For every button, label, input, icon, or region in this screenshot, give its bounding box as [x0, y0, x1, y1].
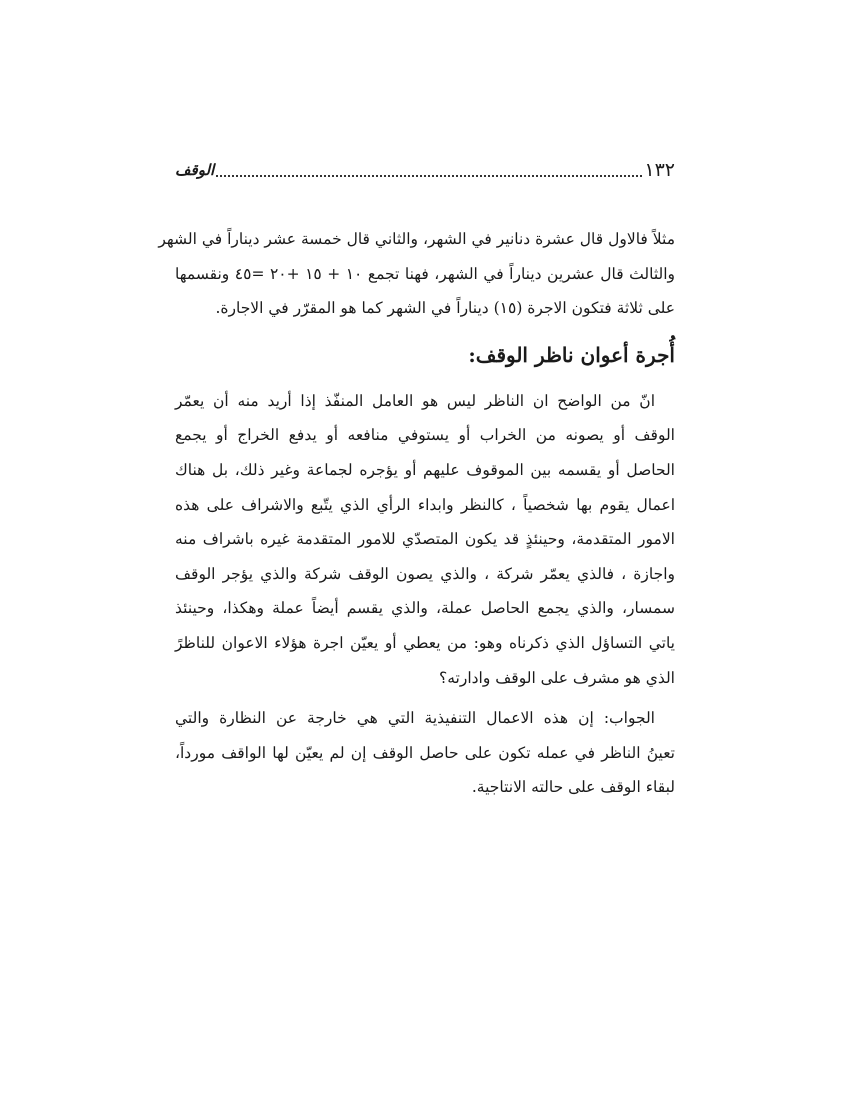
paragraph-line: الذي هو مشرف على الوقف وادارته؟	[439, 668, 675, 687]
paragraph-line: اعمال يقوم بها شخصياً ، كالنظر وابداء الرأي الذي يتّبع والاشراف على هذه	[175, 495, 675, 514]
section-heading: أُجرة أعوان ناظر الوقف:	[468, 342, 675, 367]
paragraph-line: سمسار، والذي يجمع الحاصل عملة، والذي يقسم أيضاً عملة وهكذا، وحينئذ	[175, 599, 675, 618]
paragraph-line: الامور المتقدمة، وحينئذٍ قد يكون المتصدّي للامور المتقدمة غيره باشراف منه	[175, 530, 675, 549]
paragraph-line: الحاصل أو يقسمه بين الموقوف عليهم أو يؤجره لجماعة وغير ذلك، بل هناك	[175, 460, 675, 479]
paragraph-line: على ثلاثة فتكون الاجرة (١٥) ديناراً في الشهر كما هو المقرّر في الاجارة.	[215, 299, 675, 318]
page-number: ١٣٢	[644, 159, 675, 181]
paragraph-line: والثالث قال عشرين ديناراً في الشهر، فهنا تجمع ١٠ + ١٥ +٢٠ =٤٥ ونقسمها	[175, 264, 676, 283]
paragraph-line: الوقف أو يصونه من الخراب أو يستوفي منافعه أو يدفع الخراج أو يجمع	[175, 426, 675, 445]
paragraph-line: واجازة ، فالذي يعمّر شركة ، والذي يصون الوقف شركة والذي يؤجر الوقف	[175, 564, 675, 583]
paragraph-line: ياتي التساؤل الذي ذكرناه وهو: من يعطي أو يعيّن اجرة هؤلاء الاعوان للناظرً	[175, 633, 675, 652]
paragraph-2	[175, 384, 675, 695]
header-dotted-leader	[216, 174, 642, 177]
running-title: الوقف	[175, 161, 215, 179]
paragraph-line: انّ من الواضح ان الناظر ليس هو العامل المنفّذ إذا أريد منه أن يعمّر	[175, 391, 655, 410]
paragraph-3	[175, 701, 675, 805]
paragraph-line: الجواب: إن هذه الاعمال التنفيذية التي هي خارجة عن النظارة والتي	[175, 709, 655, 728]
paragraph-line: تعينُ الناظر في عمله تكون على حاصل الوقف إن لم يعيّن لها الواقف مورداً،	[175, 743, 675, 762]
running-header	[175, 152, 675, 182]
paragraph-line: لبقاء الوقف على حالته الانتاجية.	[471, 778, 675, 797]
paragraph-line: مثلاً فالاول قال عشرة دنانير في الشهر، والثاني قال خمسة عشر ديناراً في الشهر	[158, 230, 675, 248]
body-text	[158, 222, 676, 805]
paragraph-1	[158, 222, 676, 326]
